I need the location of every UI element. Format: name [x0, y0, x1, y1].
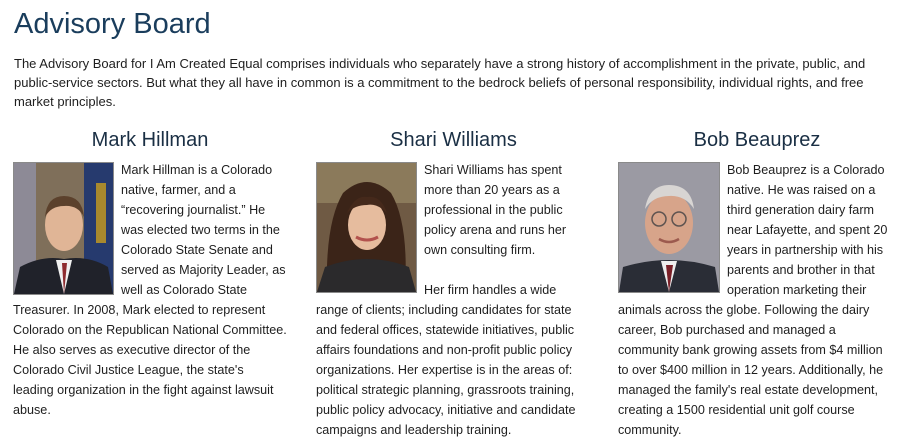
member-name: Bob Beauprez [693, 129, 821, 151]
intro-paragraph: The Advisory Board for I Am Created Equal comprises individuals who separately have a strong history of accomplishment in the private, public, and public-service sectors. But what they all have in common is a commitment to the bedrock beliefs of personal responsibility, individual rights, and free market principles. [14, 56, 866, 109]
portrait-photo-icon [317, 163, 416, 292]
member-bio-paragraph: Her firm handles a wide range of clients; including candidates for state and federal offices, statewide initiatives, public affairs foundations and non-profit public policy organizations. Her expertise is in the areas of: political strategic planning, grassroots training, public policy advocacy, initiative and candidate campaigns and leadership training. [316, 283, 576, 437]
member-bio-paragraph: Shari Williams has spent more than 20 years as a professional in the public policy arena and runs her own consulting firm. [424, 163, 567, 257]
member-photo [316, 162, 417, 293]
member-photo [618, 162, 720, 293]
member-bio [316, 160, 591, 440]
portrait-photo-icon [14, 163, 113, 294]
board-member-bob-beauprez [618, 128, 896, 440]
board-member-shari-williams [316, 128, 591, 440]
member-photo [13, 162, 114, 295]
member-name: Shari Williams [390, 129, 517, 151]
member-bio [618, 160, 896, 440]
member-bio [13, 160, 287, 420]
page-title: Advisory Board [14, 8, 211, 40]
portrait-photo-icon [619, 163, 719, 292]
board-member-mark-hillman [13, 128, 287, 420]
member-name: Mark Hillman [91, 129, 209, 151]
member-bio-paragraph: Mark Hillman is a Colorado native, farmer, and a “recovering journalist.” He was elected two terms in the Colorado State Senate and served as Majority Leader, as well as Colorado State Treasurer. In 2008, Mark elected to represent Colorado on the Republican National Committee. He also serves as executive director of the Colorado Civil Justice League, the state's leading organization in the fight against lawsuit abuse. [13, 163, 287, 417]
member-bio-paragraph: Bob Beauprez is a Colorado native. He was raised on a third generation dairy farm near Lafayette, and spent 20 years in partnership with his parents and brother in that operation marketing their animals across the globe. Following the dairy career, Bob purchased and managed a community bank growing assets from $4 million to over $400 million in 12 years. Additionally, he managed the family's real estate development, creating a 1500 residential unit golf course community. [618, 163, 888, 437]
